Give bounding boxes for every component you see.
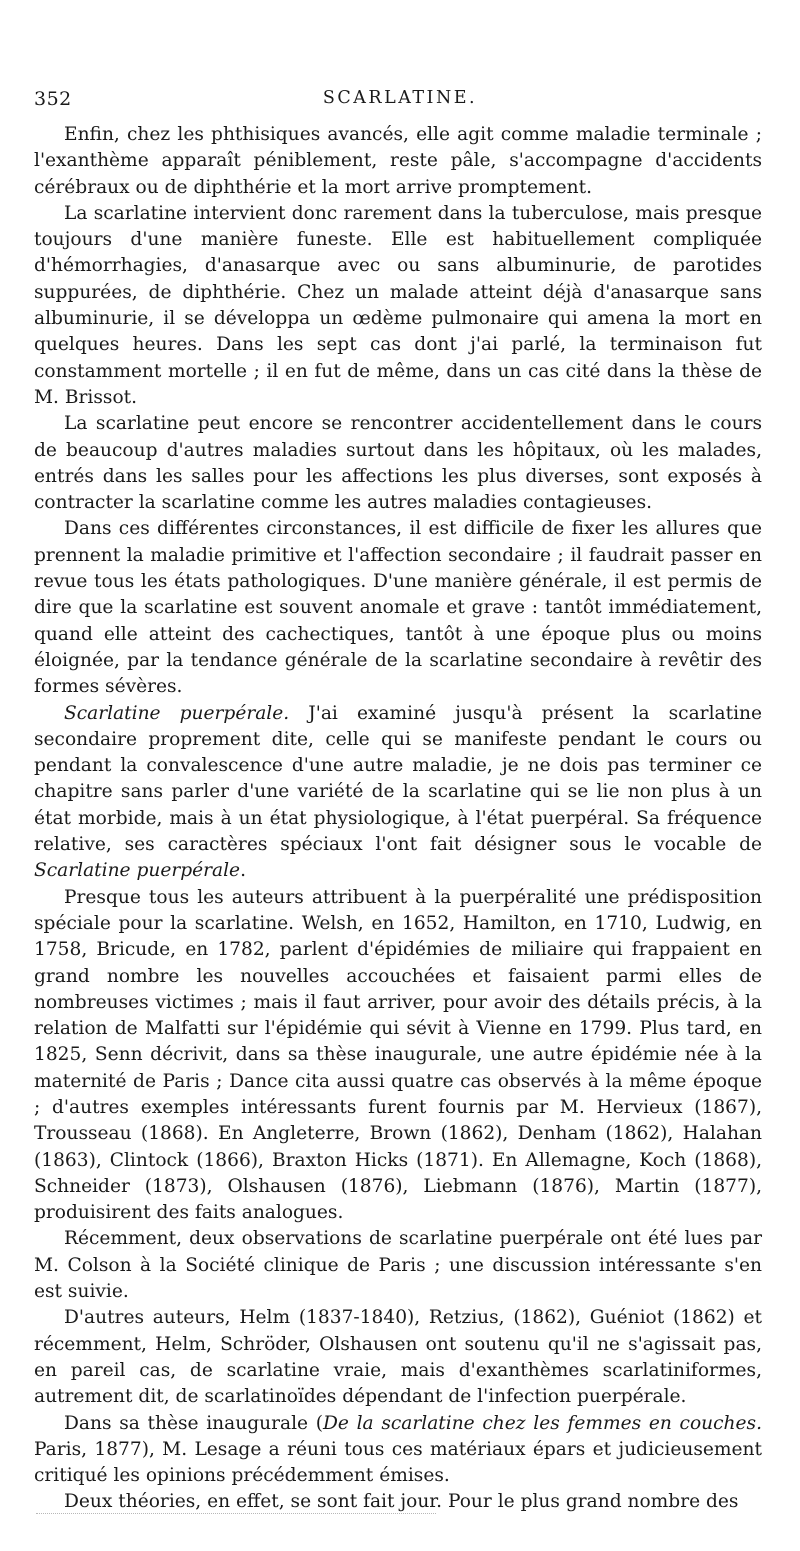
paragraph: La scarlatine peut encore se rencontrer accidentellement dans le cours de beaucoup d'autres maladies surtout dans les hôpitaux, où les malades, entrés dans les salles pour les affections les plus diverses, sont exposés à contracter la scarlatine comme les autres maladies contagieuses. [34,413,762,514]
paragraph: Deux théories, en effet, se sont fait jour. Pour le plus grand nombre des [64,1491,739,1513]
paragraph-text: J'ai examiné jusqu'à présent la scarlatine secondaire proprement dite, celle qui se manifeste pendant le cours ou pendant la convalescence d'une autre maladie, je ne dois pas terminer ce chapitre sans parler d'une variété de la scarlatine qui se lie non plus à un état morbide, mais à un état physiologique, à l'état puerpéral. Sa fréquence relative, ses caractères spéciaux l'ont fait désigner sous le vocable de [34,702,762,856]
paragraph: Dans ces différentes circonstances, il est difficile de fixer les allures que prennent la maladie primitive et l'affection secondaire ; il faudrait passer en revue tous les états pathologiques. D'une manière générale, il est permis de dire que la scarlatine est souvent anomale et grave : tantôt immédiatement, quand elle atteint des cachectiques, tantôt à une époque plus ou moins éloignée, par la tendance générale de la scarlatine secondaire à revêtir des formes sévères. [34,518,762,698]
page-body [34,122,762,1516]
page-number: 352 [34,88,72,110]
paragraph-text: Paris, 1877), M. Lesage a réuni tous ces matériaux épars et judicieusement critiqué les opinions précédemment émises. [34,1438,762,1487]
footer-rule [36,1513,436,1514]
paragraph-end: . [240,860,246,882]
paragraph-text: Dans sa thèse inaugurale ( [64,1412,323,1434]
paragraph: Récemment, deux observations de scarlatine puerpérale ont été lues par M. Colson à la Société clinique de Paris ; une discussion intéressante s'en est suivie. [34,1228,762,1303]
paragraph-scarlatine-puerperale [34,701,762,885]
section-heading: Scarlatine puerpérale. [64,702,290,724]
paragraph: Enfin, chez les phthisiques avancés, elle agit comme maladie terminale ; l'exanthème apparaît péniblement, reste pâle, s'accompagne d'accidents cérébraux ou de diphthérie et la mort arrive promptement. [34,124,762,198]
italic-term: Scarlatine puerpérale [34,860,241,882]
running-title: SCARLATINE. [322,88,478,108]
paragraph-lesage [34,1411,762,1490]
page-header [34,88,766,112]
paragraph: Presque tous les auteurs attribuent à la puerpéralité une prédisposition spéciale pour la scarlatine. Welsh, en 1652, Hamilton, en 1710, Ludwig, en 1758, Bricude, en 1782, parlent d'épidémies de miliaire qui frappaient en grand nombre les nouvelles accouchées et faisaient parmi elles de nombreuses victimes ; mais il faut arriver, pour avoir des détails précis, à la relation de Malfatti sur l'épidémie qui sévit à Vienne en 1799. Plus tard, en 1825, Senn décrivit, dans sa thèse inaugurale, une autre épidémie née à la maternité de Paris ; Dance cita aussi quatre cas observés à la même époque ; d'autres exemples intéressants furent fournis par M. Hervieux (1867), Trousseau (1868). En Angleterre, Brown (1862), Denham (1862), Halahan (1863), Clintock (1866), Braxton Hicks (1871). En Allemagne, Koch (1868), Schneider (1873), Olshausen (1876), Liebmann (1876), Martin (1877), produisirent des faits analogues. [34,886,762,1224]
thesis-title: De la scarlatine chez les femmes en couches. [322,1412,762,1434]
paragraph: La scarlatine intervient donc rarement dans la tuberculose, mais presque toujours d'une manière funeste. Elle est habituellement compliquée d'hémorrhagies, d'anasarque avec ou sans albuminurie, de parotides suppurées, de diphthérie. Chez un malade atteint déjà d'anasarque sans albuminurie, il se développa un œdème pulmonaire qui amena la mort en quelques heures. Dans les sept cas dont j'ai parlé, la terminaison fut constamment mortelle ; il en fut de même, dans un cas cité dans la thèse de M. Brissot. [34,202,762,408]
paragraph: D'autres auteurs, Helm (1837-1840), Retzius, (1862), Guéniot (1862) et récemment, Helm, Schröder, Olshausen ont soutenu qu'il ne s'agissait pas, en pareil cas, de scarlatine vraie, mais d'exanthèmes scarlatiniformes, autrement dit, de scarlatinoïdes dépendant de l'infection puerpérale. [34,1307,762,1408]
